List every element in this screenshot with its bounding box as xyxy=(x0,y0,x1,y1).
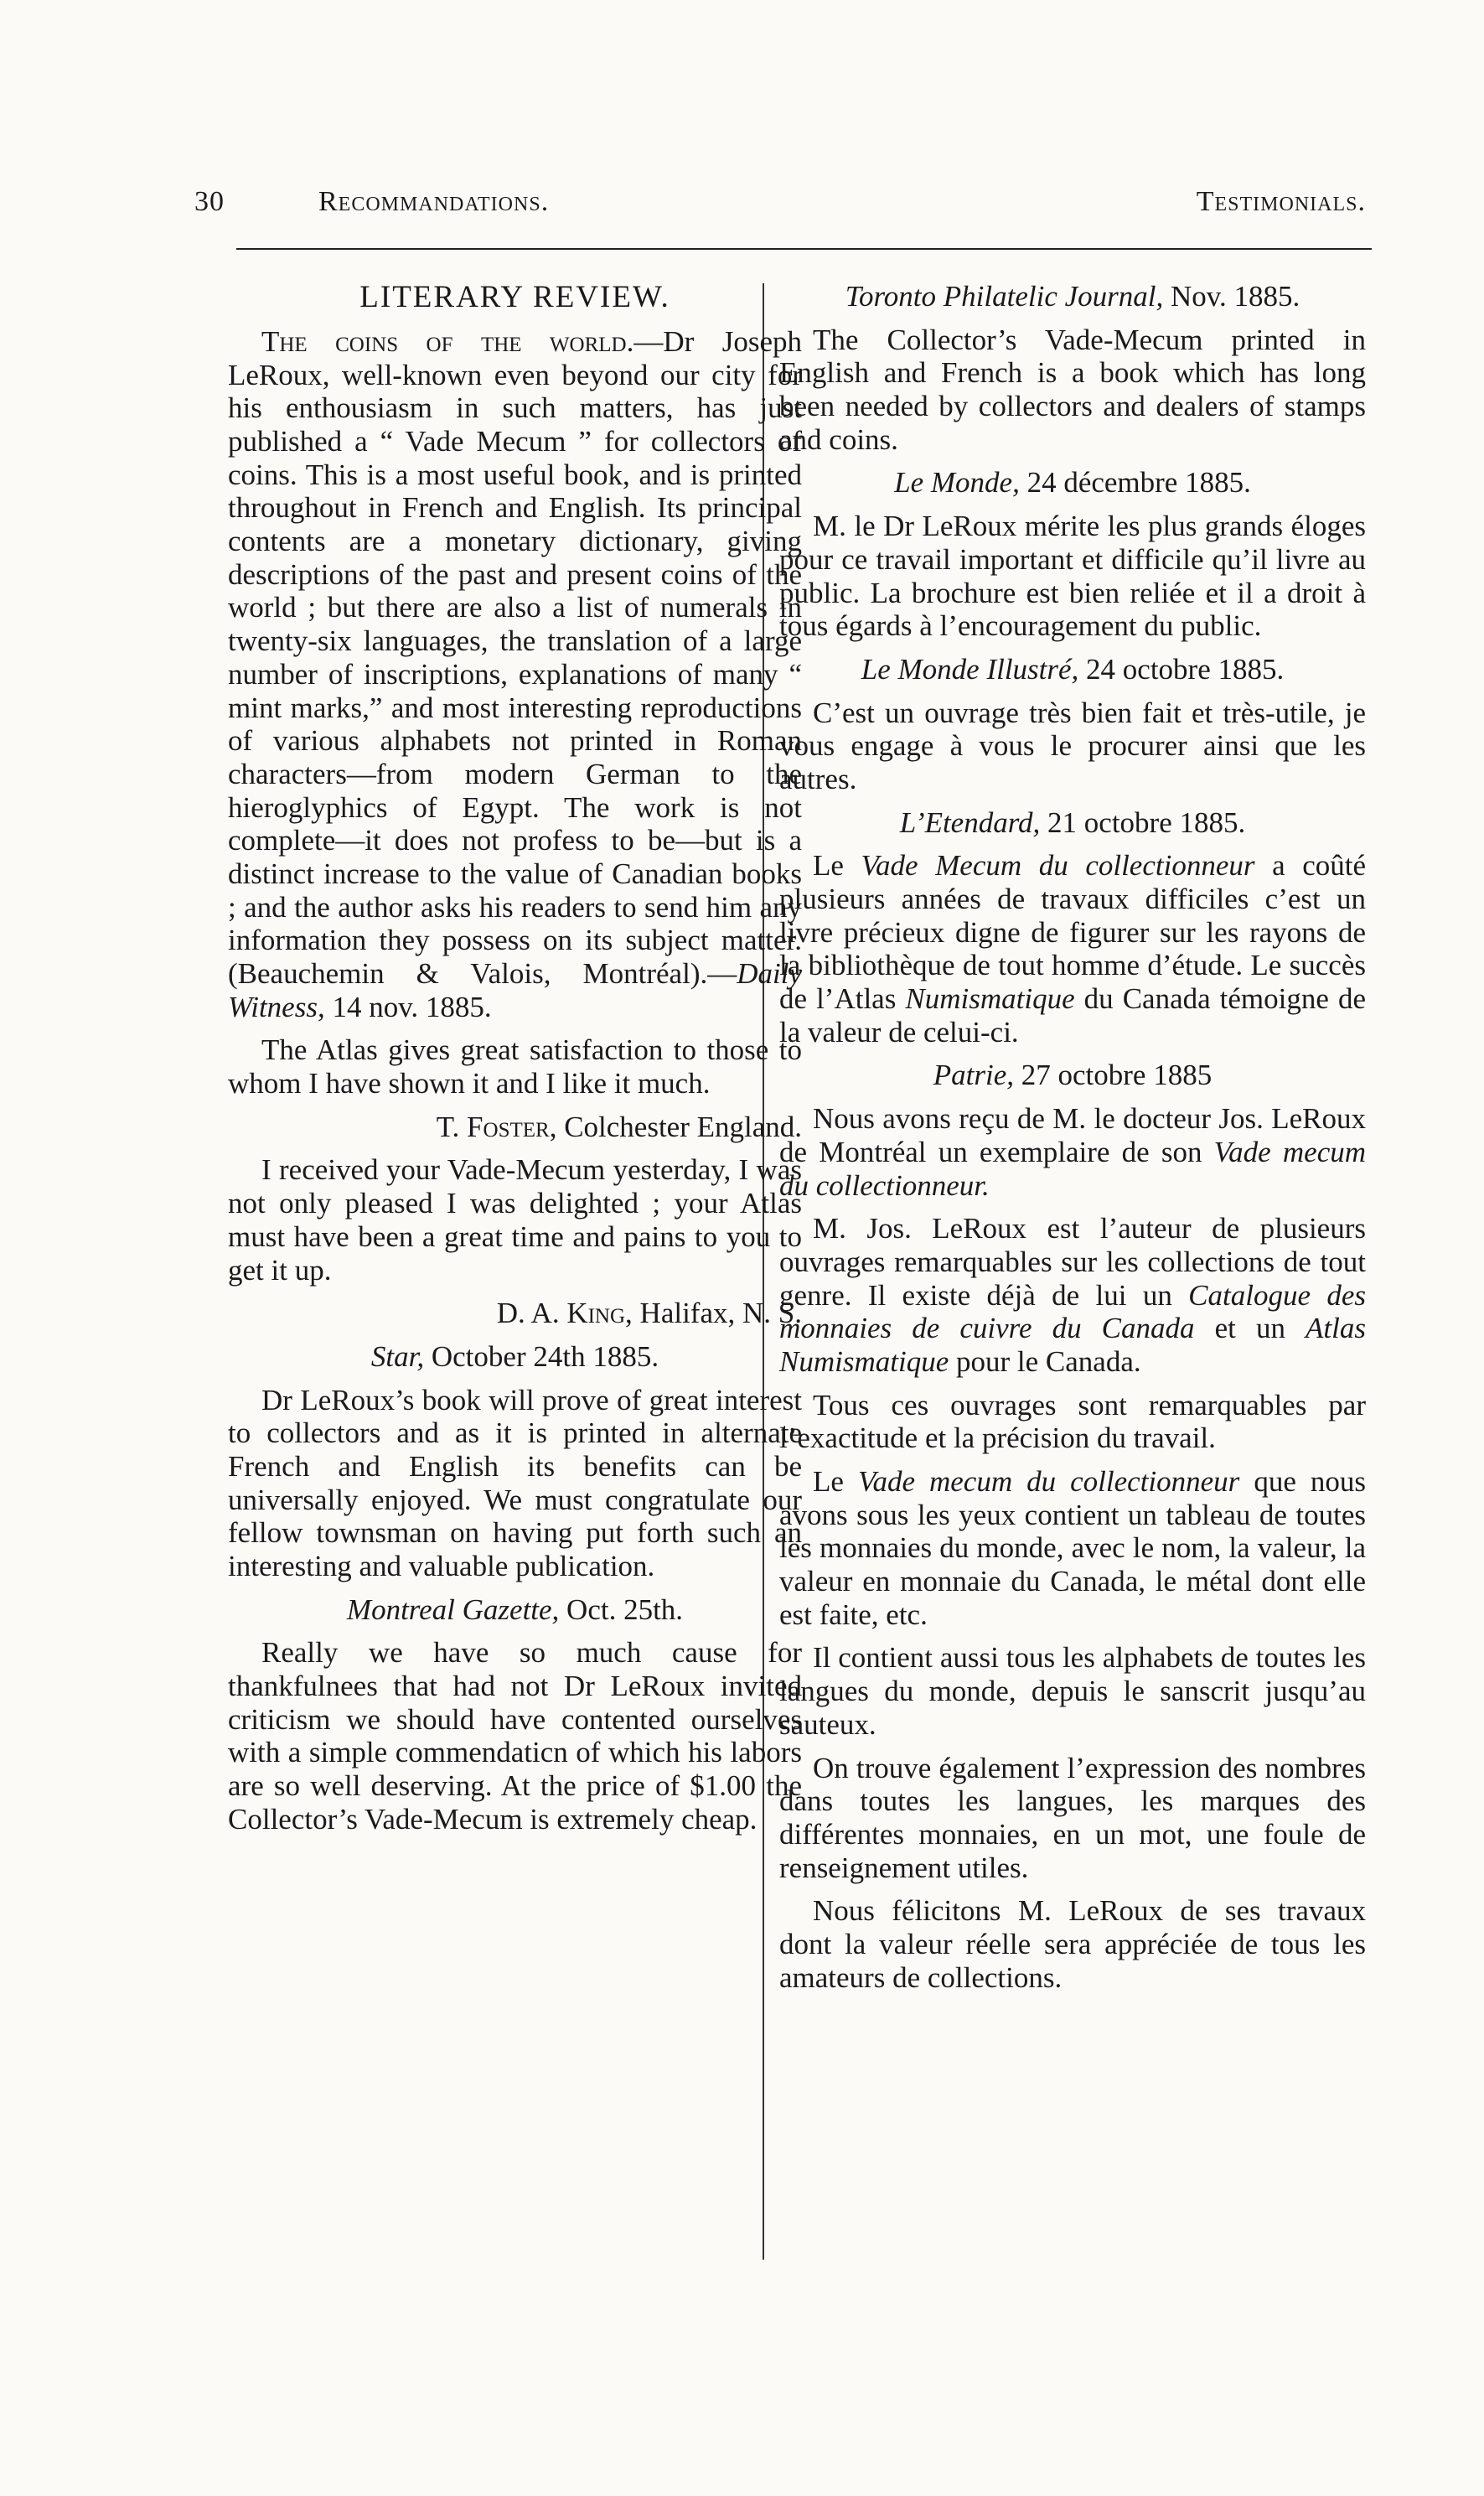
etendard-source-line xyxy=(779,806,1366,840)
illustre-review: C’est un ouvrage très bien fait et très-utile, je vous engage à vous le procurer ainsi que les autres. xyxy=(779,696,1366,795)
foster-name: T. Foster, xyxy=(436,1110,557,1143)
section-heading: LITERARY REVIEW. xyxy=(359,280,670,314)
patrie-p2-title-1: Catalogue des monnaies de cuivre du Canada xyxy=(779,1278,1366,1345)
star-source-line xyxy=(228,1340,802,1374)
etendard-date: 21 octobre 1885. xyxy=(1040,805,1246,839)
patrie-p2-text-a: M. Jos. LeRoux est l’auteur de plusieurs ouvrages remarquables sur les collections de tout genre. Il existe déjà de lui un xyxy=(779,1212,1366,1312)
running-title-left: Recommandations. xyxy=(318,186,550,217)
patrie-p2-title-2: Atlas Numismatique xyxy=(779,1312,1366,1378)
patrie-paragraph-6: On trouve également l’expression des nombres dans toutes les langues, les marques des différentes monnaies, en un mot, une foule de renseignement utiles. xyxy=(779,1751,1366,1884)
left-column xyxy=(228,280,802,1846)
patrie-paragraph-1 xyxy=(779,1102,1366,1202)
patrie-source-line xyxy=(779,1059,1366,1092)
header-rule xyxy=(236,248,1372,250)
toronto-review: The Collector’s Vade-Mecum printed in English and French is a book which has long been needed by collectors and dealers of stamps and coins. xyxy=(779,323,1366,456)
illustre-source: Le Monde Illustré, xyxy=(861,652,1079,686)
monde-source: Le Monde, xyxy=(894,466,1020,500)
etendard-review xyxy=(779,849,1366,1049)
etendard-text-b: a coûté plusieurs années de travaux difficiles c’est un livre précieux digne de figurer sur les rayons de la bibliothèque de tout homme d’étude. Le succès de l’Atlas xyxy=(779,849,1366,1016)
page-number: 30 xyxy=(194,186,225,217)
foster-testimonial: The Atlas gives great satisfaction to those to whom I have shown it and I like it much. xyxy=(228,1033,802,1100)
monde-review: M. le Dr LeRoux mérite les plus grands éloges pour ce travail important et difficile qu’il livre au public. La brochure est bien reliée et il a droit à tous égards à l’encouragement du public. xyxy=(779,510,1366,643)
patrie-p1-text: Nous avons reçu de M. le docteur Jos. LeRoux de Montréal un exemplaire de son xyxy=(779,1102,1366,1168)
patrie-paragraph-7: Nous félicitons M. LeRoux de ses travaux dont la valeur réelle sera appréciée de tous les amateurs de collections. xyxy=(779,1894,1366,1994)
gazette-review: Really we have so much cause for thankfulnees that had not Dr LeRoux invited criticism we should have contented ourselves with a simple commendaticn of which his labors are so well deserving. At the price of $1.00 the Collector’s Vade-Mecum is extremely cheap. xyxy=(228,1636,802,1836)
foster-place: Colchester England. xyxy=(556,1110,802,1143)
patrie-date: 27 octobre 1885 xyxy=(1014,1059,1213,1092)
monde-source-line xyxy=(779,466,1366,500)
gazette-date: Oct. 25th. xyxy=(559,1592,684,1626)
review-date: 14 nov. 1885. xyxy=(324,990,492,1023)
patrie-paragraph-2 xyxy=(779,1212,1366,1378)
patrie-paragraph-4 xyxy=(779,1465,1366,1631)
etendard-text-a: Le xyxy=(813,849,861,883)
patrie-p2-text-b: et un xyxy=(1194,1312,1306,1345)
illustre-source-line xyxy=(779,653,1366,686)
patrie-source: Patrie, xyxy=(933,1059,1015,1092)
star-source: Star, xyxy=(370,1339,425,1373)
review-body: —Dr Joseph LeRoux, well-known even beyond our city for his enthousiasm in such matters, has just published a “ Vade Mecum ” for collectors of coins. This is a most useful book, and is printed throughout in French and English. Its principal contents are a monetary dictionary, giving descriptions of the past and present coins of the world ; but there are also a list of numerals in twenty-six languages, the translation of a large number of inscriptions, explanations of many “ mint marks,” and most interesting reproductions of various alphabets not printed in Roman characters—from modern German to the hieroglyphics of Egypt. The work is not complete—it does not profess to be—but is a distinct increase to the value of Canadian books ; and the author asks his readers to send him any information they possess on its subject matter. (Beauchemin & Valois, Montréal).— xyxy=(228,324,802,991)
review-source: Daily Witness, xyxy=(228,957,802,1023)
patrie-p4-text-a: Le xyxy=(813,1465,858,1498)
review-paragraph xyxy=(228,325,802,1023)
gazette-source: Montreal Gazette, xyxy=(346,1592,560,1626)
patrie-p4-text-b: que nous avons sous les yeux contient un tableau de toutes les monnaies du monde, avec le nom, la valeur, la valeur en monnaie du Canada, le métal dont elle est faite, etc. xyxy=(779,1465,1367,1631)
etendard-text-c: du Canada témoigne de la valeur de celui-ci. xyxy=(779,982,1366,1049)
patrie-p1-title: Vade mecum du collectionneur. xyxy=(779,1135,1367,1202)
etendard-title-2: Numismatique xyxy=(905,982,1075,1016)
star-date: October 24th 1885. xyxy=(424,1339,659,1373)
etendard-source: L’Etendard, xyxy=(899,805,1041,839)
king-testimonial: I received your Vade-Mecum yesterday, I was not only pleased I was delighted ; your Atlas must have been a great time and pains to you to get it up. xyxy=(228,1153,802,1287)
running-title-right: Testimonials. xyxy=(1196,186,1366,217)
foster-signature xyxy=(228,1111,802,1144)
king-place: Halifax, N. S. xyxy=(632,1297,802,1330)
review-lead: The coins of the world. xyxy=(261,324,634,358)
toronto-date: Nov. 1885. xyxy=(1163,280,1300,313)
etendard-title: Vade Mecum du collectionneur xyxy=(861,849,1255,883)
running-head xyxy=(194,186,1366,230)
right-column xyxy=(779,280,1366,2004)
king-signature xyxy=(228,1297,802,1330)
monde-date: 24 décembre 1885. xyxy=(1019,466,1251,500)
patrie-paragraph-3: Tous ces ouvrages sont remarquables par l’exactitude et la précision du travail. xyxy=(779,1388,1366,1455)
patrie-p4-title: Vade mecum du collectionneur xyxy=(857,1465,1240,1498)
toronto-source: Toronto Philatelic Journal, xyxy=(845,280,1164,313)
patrie-paragraph-5: Il contient aussi tous les alphabets de toutes les langues du monde, depuis le sanscrit jusqu’au sauteux. xyxy=(779,1641,1366,1741)
king-name: D. A. King, xyxy=(496,1297,633,1330)
illustre-date: 24 octobre 1885. xyxy=(1078,652,1285,686)
gazette-source-line xyxy=(228,1593,802,1627)
star-review: Dr LeRoux’s book will prove of great interest to collectors and as it is printed in alternate French and English its benefits can be universally enjoyed. We must congratulate our fellow townsman on having put forth such an interesting and valuable publication. xyxy=(228,1383,802,1583)
toronto-source-line xyxy=(779,280,1366,313)
patrie-p2-text-c: pour le Canada. xyxy=(949,1344,1141,1378)
